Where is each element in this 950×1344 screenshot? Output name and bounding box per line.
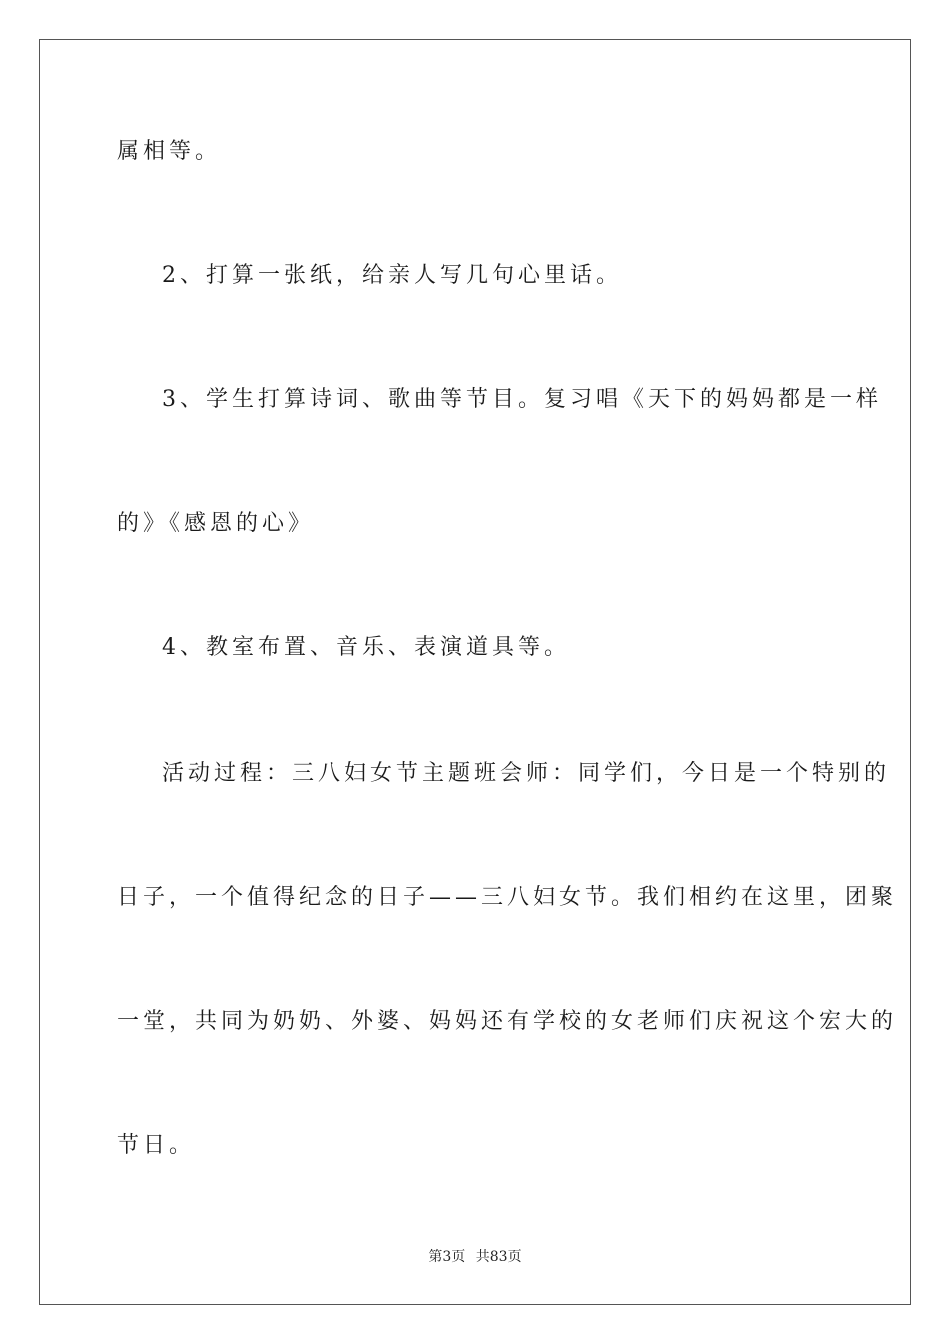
page-total: 共83页: [475, 1249, 522, 1265]
text-line: 4、教室布置、音乐、表演道具等。: [162, 635, 570, 660]
text-line: 的》《感恩的心》: [117, 511, 315, 536]
text-line: 3、学生打算诗词、歌曲等节目。复习唱《天下的妈妈都是一样: [162, 387, 882, 412]
text-line: 日子，一个值得纪念的日子——三八妇女节。我们相约在这里，团聚: [117, 885, 898, 910]
text-line: 节日。: [117, 1133, 196, 1158]
text-line: 一堂，共同为奶奶、外婆、妈妈还有学校的女老师们庆祝这个宏大的: [117, 1009, 898, 1034]
page-number: 第3页: [428, 1249, 466, 1265]
page-footer: [0, 1246, 950, 1266]
text-line: 属相等。: [117, 139, 222, 164]
text-line: 活动过程：三八妇女节主题班会师：同学们，今日是一个特别的: [162, 761, 891, 786]
text-line: 2、打算一张纸，给亲人写几句心里话。: [162, 263, 622, 288]
page-border: [39, 39, 911, 1305]
